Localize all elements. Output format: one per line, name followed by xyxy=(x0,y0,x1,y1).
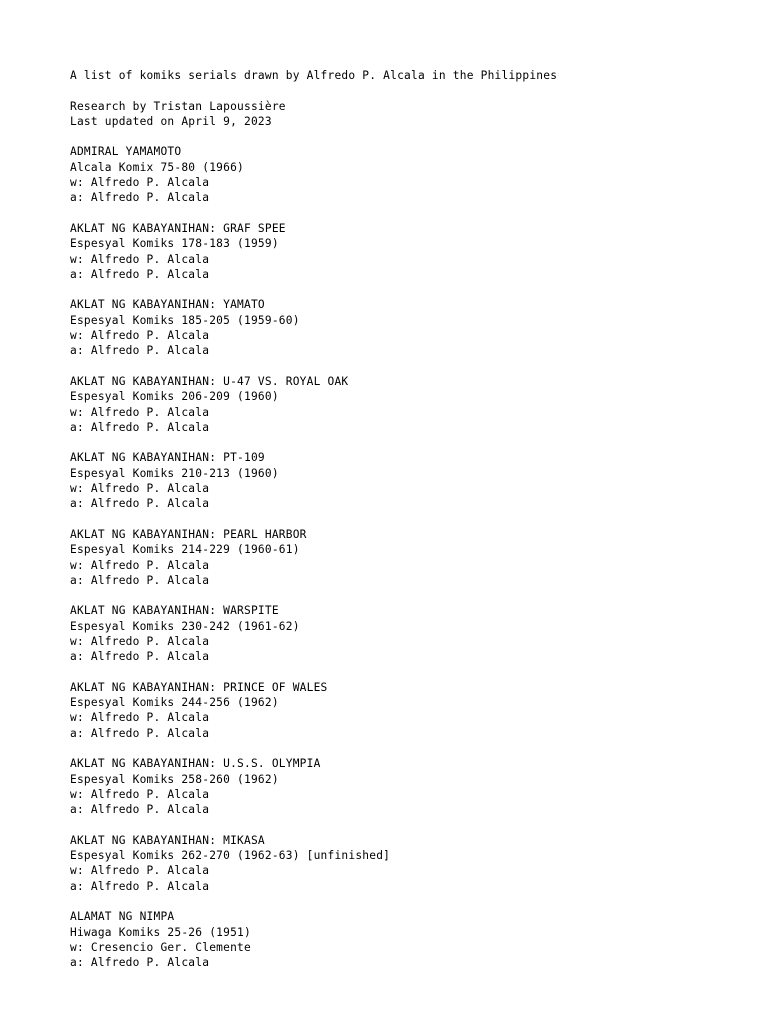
entry-writer: w: Alfredo P. Alcala xyxy=(70,252,210,266)
entry-publication: Hiwaga Komiks 25-26 (1951) xyxy=(70,925,251,939)
entry-artist: a: Alfredo P. Alcala xyxy=(70,420,210,434)
entry-title: AKLAT NG KABAYANIHAN: PRINCE OF WALES xyxy=(70,680,328,694)
entry-writer: w: Alfredo P. Alcala xyxy=(70,176,210,190)
entry-publication: Espesyal Komiks 214-229 (1960-61) xyxy=(70,543,300,557)
document-title: A list of komiks serials drawn by Alfredo P. Alcala in the Philippines xyxy=(70,69,558,82)
entry-writer: w: Alfredo P. Alcala xyxy=(70,787,210,801)
entry-artist: a: Alfredo P. Alcala xyxy=(70,803,210,817)
entry-publication: Espesyal Komiks 262-270 (1962-63) [unfinished] xyxy=(70,849,391,863)
entry-title: ALAMAT NG NIMPA xyxy=(70,910,175,924)
entry-publication: Espesyal Komiks 178-183 (1959) xyxy=(70,237,279,251)
entry-writer: w: Alfredo P. Alcala xyxy=(70,711,210,725)
entry-writer: w: Alfredo P. Alcala xyxy=(70,558,210,572)
entry-writer: w: Alfredo P. Alcala xyxy=(70,864,210,878)
list-item xyxy=(70,221,708,282)
list-item xyxy=(70,756,708,817)
list-item xyxy=(70,144,708,205)
list-item xyxy=(70,680,708,741)
entry-writer: w: Cresencio Ger. Clemente xyxy=(70,940,251,954)
entry-artist: a: Alfredo P. Alcala xyxy=(70,650,210,664)
entry-title: AKLAT NG KABAYANIHAN: U.S.S. OLYMPIA xyxy=(70,757,321,771)
entry-writer: w: Alfredo P. Alcala xyxy=(70,634,210,648)
entry-title: AKLAT NG KABAYANIHAN: WARSPITE xyxy=(70,604,279,618)
entry-artist: a: Alfredo P. Alcala xyxy=(70,344,210,358)
list-item xyxy=(70,450,708,511)
entry-title: AKLAT NG KABAYANIHAN: U-47 VS. ROYAL OAK xyxy=(70,374,349,388)
entry-publication: Espesyal Komiks 258-260 (1962) xyxy=(70,772,279,786)
entry-publication: Espesyal Komiks 210-213 (1960) xyxy=(70,466,279,480)
entry-title: AKLAT NG KABAYANIHAN: PT-109 xyxy=(70,451,265,465)
entry-artist: a: Alfredo P. Alcala xyxy=(70,573,210,587)
entry-artist: a: Alfredo P. Alcala xyxy=(70,497,210,511)
entry-artist: a: Alfredo P. Alcala xyxy=(70,956,210,970)
entry-artist: a: Alfredo P. Alcala xyxy=(70,267,210,281)
entry-writer: w: Alfredo P. Alcala xyxy=(70,405,210,419)
entry-publication: Espesyal Komiks 230-242 (1961-62) xyxy=(70,619,300,633)
entry-artist: a: Alfredo P. Alcala xyxy=(70,879,210,893)
entry-publication: Espesyal Komiks 185-205 (1959-60) xyxy=(70,313,300,327)
entry-publication: Espesyal Komiks 244-256 (1962) xyxy=(70,696,279,710)
entry-title: AKLAT NG KABAYANIHAN: YAMATO xyxy=(70,298,265,312)
entry-title: AKLAT NG KABAYANIHAN: PEARL HARBOR xyxy=(70,527,307,541)
list-item xyxy=(70,374,708,435)
list-item xyxy=(70,603,708,664)
document-meta xyxy=(70,99,708,130)
research-credit: Research by Tristan Lapoussière xyxy=(70,99,286,113)
entry-title: AKLAT NG KABAYANIHAN: GRAF SPEE xyxy=(70,221,286,235)
entry-artist: a: Alfredo P. Alcala xyxy=(70,191,210,205)
entry-title: AKLAT NG KABAYANIHAN: MIKASA xyxy=(70,833,265,847)
entry-title: ADMIRAL YAMAMOTO xyxy=(70,145,182,159)
list-item xyxy=(70,527,708,588)
list-item xyxy=(70,297,708,358)
entry-publication: Espesyal Komiks 206-209 (1960) xyxy=(70,390,279,404)
entry-writer: w: Alfredo P. Alcala xyxy=(70,482,210,496)
list-item xyxy=(70,833,708,894)
entry-writer: w: Alfredo P. Alcala xyxy=(70,329,210,343)
list-item xyxy=(70,909,708,970)
entry-publication: Alcala Komix 75-80 (1966) xyxy=(70,160,244,174)
last-updated: Last updated on April 9, 2023 xyxy=(70,114,272,128)
entry-artist: a: Alfredo P. Alcala xyxy=(70,726,210,740)
